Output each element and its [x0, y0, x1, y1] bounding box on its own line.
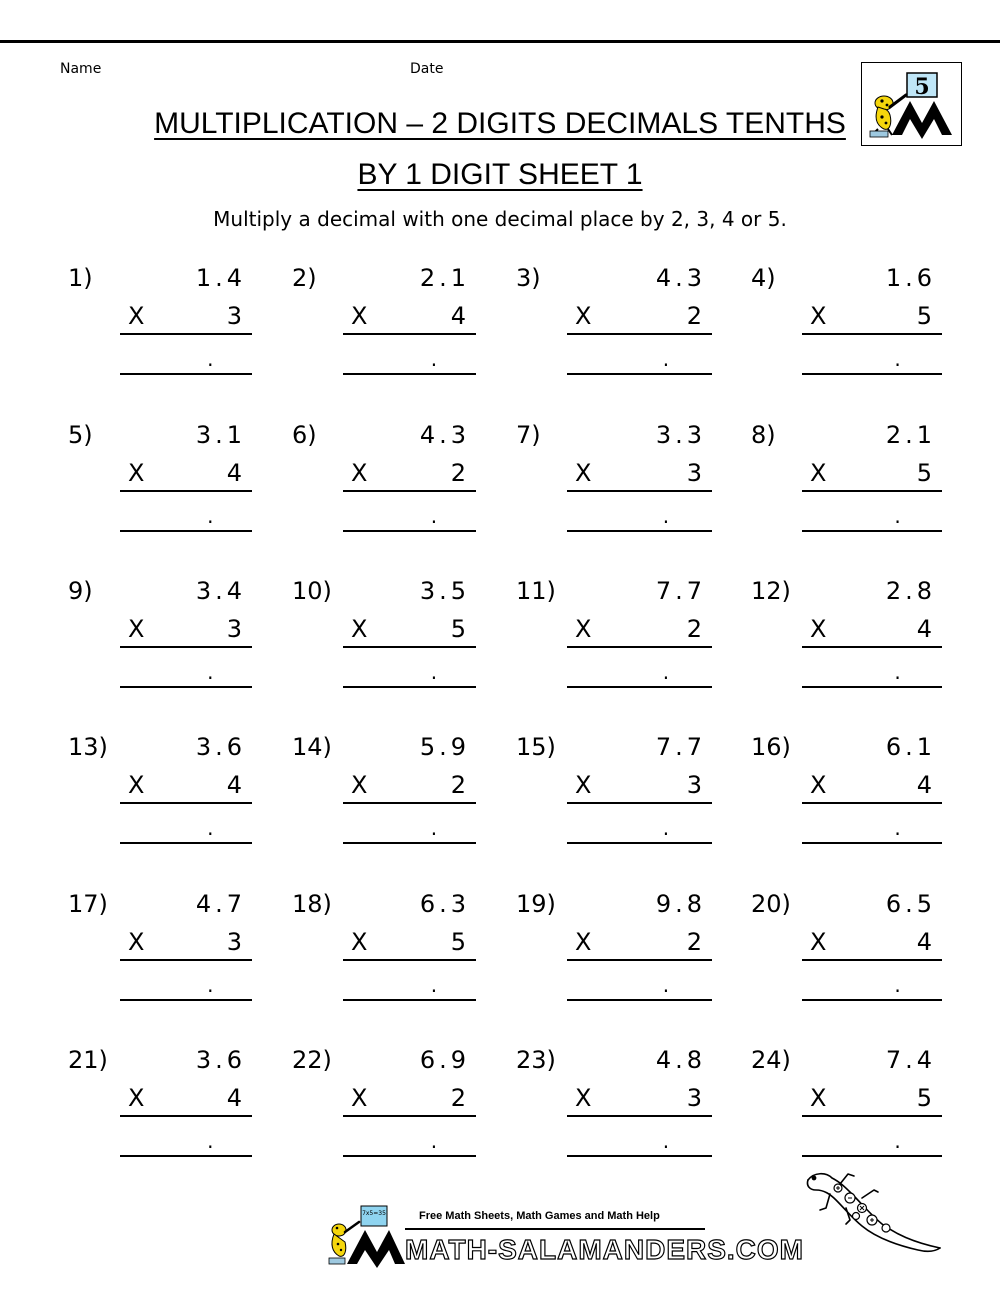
operator-symbol: X [575, 302, 592, 330]
multiply-rule [343, 490, 476, 492]
problem-multiplier: 4 [226, 459, 242, 487]
answer-line[interactable] [120, 1155, 252, 1157]
problem-multiplier: 3 [226, 928, 242, 956]
problem-number: 5) [68, 421, 93, 449]
operator-symbol: X [351, 928, 368, 956]
operator-symbol: X [351, 615, 368, 643]
problem-number: 24) [751, 1046, 791, 1074]
answer-line[interactable] [802, 530, 942, 532]
problem-number: 9) [68, 577, 93, 605]
operator-symbol: X [128, 302, 145, 330]
footer [325, 1200, 804, 1270]
problem-6 [292, 420, 522, 560]
problem-top-number: 6.9 [419, 1046, 470, 1074]
problem-19 [516, 889, 746, 1029]
salamander-drawing-icon [800, 1168, 945, 1258]
operator-symbol: X [128, 771, 145, 799]
answer-decimal-point: . [207, 973, 214, 997]
answer-decimal-point: . [430, 816, 438, 840]
problem-top-number: 2.8 [885, 577, 936, 605]
multiply-rule [802, 490, 942, 492]
problem-multiplier: 4 [450, 302, 466, 330]
answer-decimal-point: . [894, 504, 901, 528]
answer-decimal-point: . [207, 816, 214, 840]
multiply-rule [343, 802, 476, 804]
problem-top-number: 3.4 [195, 577, 246, 605]
problem-number: 12) [751, 577, 791, 605]
problem-number: 10) [292, 577, 332, 605]
problem-1 [68, 263, 298, 403]
instructions: Multiply a decimal with one decimal place by 2, 3, 4 or 5. [213, 207, 787, 231]
problem-top-number: 3.1 [195, 421, 246, 449]
problem-number: 13) [68, 733, 108, 761]
problem-number: 14) [292, 733, 332, 761]
problem-multiplier: 4 [916, 615, 932, 643]
problem-top-number: 1.4 [195, 264, 246, 292]
operator-symbol: X [575, 928, 592, 956]
problem-number: 19) [516, 890, 556, 918]
problem-top-number: 3.5 [419, 577, 470, 605]
answer-decimal-point: . [662, 347, 670, 371]
problem-number: 22) [292, 1046, 332, 1074]
problem-top-number: 6.3 [419, 890, 470, 918]
problem-top-number: 3.6 [195, 733, 246, 761]
problem-22 [292, 1045, 522, 1185]
problem-top-number: 3.3 [655, 421, 706, 449]
problem-number: 23) [516, 1046, 556, 1074]
answer-decimal-point: . [207, 504, 214, 528]
answer-line[interactable] [343, 530, 476, 532]
problem-top-number: 4.3 [419, 421, 470, 449]
multiply-rule [567, 1115, 712, 1117]
answer-line[interactable] [802, 999, 942, 1001]
problem-multiplier: 3 [686, 1084, 702, 1112]
name-label: Name [60, 61, 102, 77]
operator-symbol: X [810, 1084, 827, 1112]
answer-decimal-point: . [430, 1129, 438, 1153]
answer-decimal-point: . [430, 660, 438, 684]
problem-number: 7) [516, 421, 541, 449]
footer-tagline: Free Math Sheets, Math Games and Math Help [419, 1210, 660, 1222]
problem-multiplier: 4 [226, 771, 242, 799]
problem-24 [751, 1045, 981, 1185]
operator-symbol: X [128, 1084, 145, 1112]
multiply-rule [343, 959, 476, 961]
answer-line[interactable] [343, 373, 476, 375]
problem-multiplier: 3 [226, 302, 242, 330]
problem-top-number: 7.7 [655, 577, 706, 605]
answer-decimal-point: . [894, 660, 901, 684]
operator-symbol: X [128, 615, 145, 643]
salamander-logo-icon [325, 1200, 405, 1268]
problem-13 [68, 732, 298, 872]
problem-number: 2) [292, 264, 317, 292]
problem-12 [751, 576, 981, 716]
answer-line[interactable] [343, 842, 476, 844]
multiply-rule [802, 802, 942, 804]
multiply-rule [802, 333, 942, 335]
answer-line[interactable] [802, 686, 942, 688]
multiply-rule [802, 1115, 942, 1117]
problem-multiplier: 2 [686, 928, 702, 956]
date-label: Date [410, 61, 444, 77]
answer-decimal-point: . [894, 816, 901, 840]
operator-symbol: X [575, 1084, 592, 1112]
answer-line[interactable] [567, 999, 712, 1001]
answer-decimal-point: . [662, 816, 670, 840]
answer-decimal-point: . [430, 347, 438, 371]
problem-number: 15) [516, 733, 556, 761]
problem-14 [292, 732, 522, 872]
problem-4 [751, 263, 981, 403]
problem-top-number: 4.8 [655, 1046, 706, 1074]
problem-top-number: 9.8 [655, 890, 706, 918]
answer-decimal-point: . [207, 1129, 214, 1153]
problem-top-number: 2.1 [419, 264, 470, 292]
problem-multiplier: 2 [450, 459, 466, 487]
problem-number: 4) [751, 264, 776, 292]
multiply-rule [567, 646, 712, 648]
problem-multiplier: 5 [916, 459, 932, 487]
problem-top-number: 7.4 [885, 1046, 936, 1074]
problem-top-number: 4.3 [655, 264, 706, 292]
problem-number: 20) [751, 890, 791, 918]
answer-line[interactable] [120, 686, 252, 688]
answer-line[interactable] [343, 686, 476, 688]
answer-line[interactable] [343, 999, 476, 1001]
multiply-rule [343, 646, 476, 648]
problem-20 [751, 889, 981, 1029]
problem-multiplier: 3 [686, 771, 702, 799]
operator-symbol: X [128, 459, 145, 487]
problem-21 [68, 1045, 298, 1185]
operator-symbol: X [810, 928, 827, 956]
problem-top-number: 3.6 [195, 1046, 246, 1074]
grade-number: 5 [914, 74, 930, 100]
answer-line[interactable] [802, 1155, 942, 1157]
problem-23 [516, 1045, 746, 1185]
multiply-rule [120, 490, 252, 492]
multiply-rule [120, 333, 252, 335]
operator-symbol: X [128, 928, 145, 956]
answer-decimal-point: . [894, 973, 901, 997]
problem-number: 3) [516, 264, 541, 292]
operator-symbol: X [810, 302, 827, 330]
footer-rule [405, 1228, 705, 1230]
problem-9 [68, 576, 298, 716]
operator-symbol: X [351, 459, 368, 487]
answer-line[interactable] [343, 1155, 476, 1157]
problem-10 [292, 576, 522, 716]
problem-number: 16) [751, 733, 791, 761]
problem-multiplier: 5 [450, 928, 466, 956]
answer-decimal-point: . [430, 973, 438, 997]
problem-multiplier: 3 [226, 615, 242, 643]
multiply-rule [120, 646, 252, 648]
problem-multiplier: 5 [916, 302, 932, 330]
problem-number: 21) [68, 1046, 108, 1074]
problem-number: 8) [751, 421, 776, 449]
problem-multiplier: 2 [450, 1084, 466, 1112]
problem-number: 11) [516, 577, 556, 605]
problem-multiplier: 5 [450, 615, 466, 643]
footer-logo-formula: 7x5=35 [362, 1210, 386, 1217]
multiply-rule [343, 1115, 476, 1117]
problem-top-number: 4.7 [195, 890, 246, 918]
problem-multiplier: 4 [916, 771, 932, 799]
answer-decimal-point: . [662, 1129, 670, 1153]
answer-decimal-point: . [894, 347, 901, 371]
answer-decimal-point: . [207, 347, 214, 371]
problem-number: 17) [68, 890, 108, 918]
problem-multiplier: 2 [686, 302, 702, 330]
answer-line[interactable] [567, 530, 712, 532]
answer-line[interactable] [120, 999, 252, 1001]
problem-number: 18) [292, 890, 332, 918]
answer-line[interactable] [567, 1155, 712, 1157]
operator-symbol: X [575, 615, 592, 643]
multiply-rule [120, 959, 252, 961]
problem-number: 6) [292, 421, 317, 449]
operator-symbol: X [810, 615, 827, 643]
answer-decimal-point: . [894, 1129, 901, 1153]
problem-5 [68, 420, 298, 560]
problem-multiplier: 4 [916, 928, 932, 956]
multiply-rule [120, 802, 252, 804]
answer-line[interactable] [802, 842, 942, 844]
title-text-2: BY 1 DIGIT SHEET 1 [357, 158, 643, 191]
multiply-rule [802, 959, 942, 961]
answer-decimal-point: . [207, 660, 214, 684]
answer-line[interactable] [120, 373, 252, 375]
operator-symbol: X [810, 771, 827, 799]
problem-8 [751, 420, 981, 560]
problem-multiplier: 2 [686, 615, 702, 643]
problem-top-number: 5.9 [419, 733, 470, 761]
problem-multiplier: 3 [686, 459, 702, 487]
answer-decimal-point: . [662, 973, 670, 997]
problem-top-number: 6.5 [885, 890, 936, 918]
footer-site-name: MATH-SALAMANDERS.COM [405, 1234, 804, 1265]
multiply-rule [567, 490, 712, 492]
problem-16 [751, 732, 981, 872]
problem-18 [292, 889, 522, 1029]
problem-3 [516, 263, 746, 403]
answer-line[interactable] [802, 373, 942, 375]
problem-top-number: 6.1 [885, 733, 936, 761]
operator-symbol: X [810, 459, 827, 487]
answer-line[interactable] [567, 373, 712, 375]
operator-symbol: X [575, 459, 592, 487]
problem-top-number: 1.6 [885, 264, 936, 292]
answer-decimal-point: . [662, 660, 670, 684]
operator-symbol: X [351, 302, 368, 330]
answer-line[interactable] [120, 530, 252, 532]
problem-2 [292, 263, 522, 403]
operator-symbol: X [575, 771, 592, 799]
multiply-rule [120, 1115, 252, 1117]
problem-11 [516, 576, 746, 716]
multiply-rule [567, 333, 712, 335]
multiply-rule [567, 802, 712, 804]
problem-15 [516, 732, 746, 872]
problem-multiplier: 2 [450, 771, 466, 799]
problem-multiplier: 5 [916, 1084, 932, 1112]
answer-line[interactable] [567, 686, 712, 688]
problem-top-number: 7.7 [655, 733, 706, 761]
title-text-1: MULTIPLICATION – 2 DIGITS DECIMALS TENTHS [154, 107, 846, 140]
multiply-rule [343, 333, 476, 335]
problem-17 [68, 889, 298, 1029]
problem-multiplier: 4 [226, 1084, 242, 1112]
problem-7 [516, 420, 746, 560]
answer-line[interactable] [120, 842, 252, 844]
answer-line[interactable] [567, 842, 712, 844]
operator-symbol: X [351, 771, 368, 799]
multiply-rule [802, 646, 942, 648]
problem-top-number: 2.1 [885, 421, 936, 449]
multiply-rule [567, 959, 712, 961]
operator-symbol: X [351, 1084, 368, 1112]
answer-decimal-point: . [430, 504, 438, 528]
answer-decimal-point: . [662, 504, 670, 528]
problem-number: 1) [68, 264, 93, 292]
